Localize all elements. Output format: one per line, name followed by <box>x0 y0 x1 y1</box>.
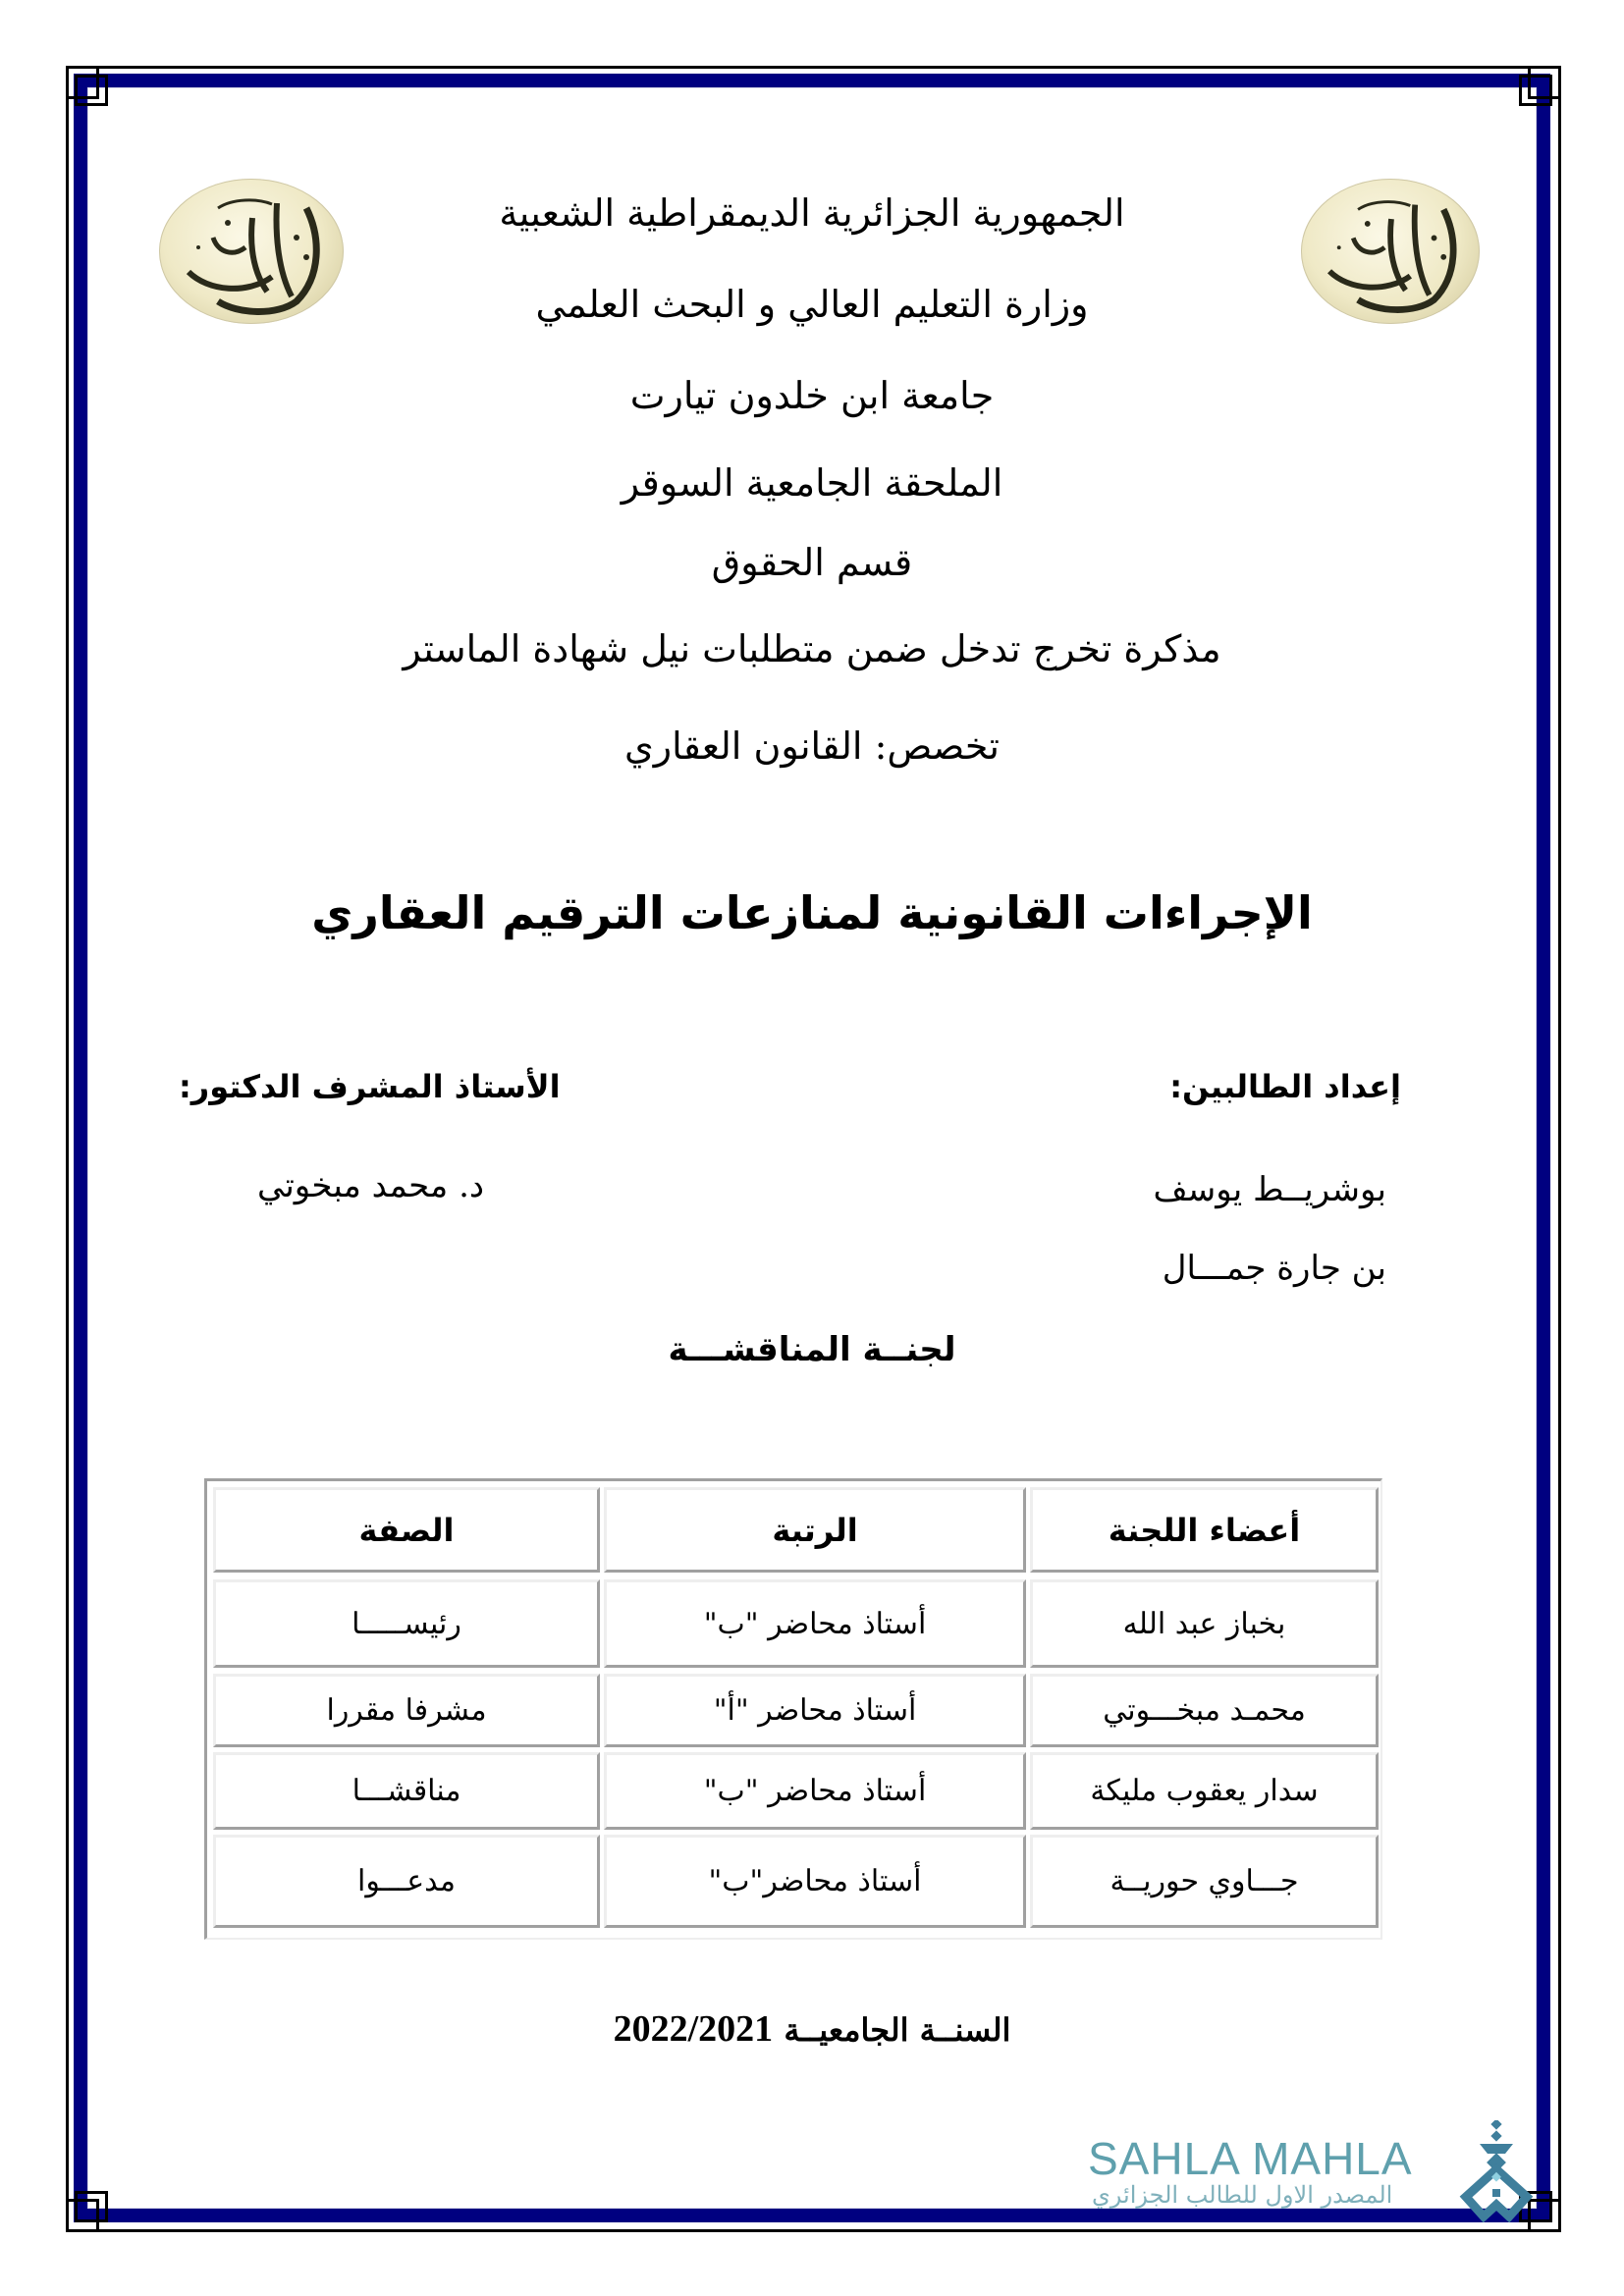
country-name: الجمهورية الجزائرية الديمقراطية الشعبية <box>499 191 1125 235</box>
table-cell-role: مشرفا مقررا <box>213 1674 600 1747</box>
table-cell-rank: أستاذ محاضر "ب" <box>604 1579 1026 1668</box>
specialty: تخصص: القانون العقاري <box>624 724 1000 768</box>
table-cell-member: محمـد مبخـــوتي <box>1030 1674 1379 1747</box>
table-cell-member: بخباز عبد الله <box>1030 1579 1379 1668</box>
academic-year-label: السنــة الجامعيــة <box>784 2011 1011 2049</box>
thesis-type: مذكرة تخرج تدخل ضمن متطلبات نيل شهادة الماستر <box>403 627 1221 670</box>
watermark-brand: SAHLA MAHLA <box>1088 2133 1413 2184</box>
academic-year <box>0 2007 1624 2051</box>
column-header-members: أعضاء اللجنة <box>1030 1487 1379 1573</box>
column-header-rank: الرتبة <box>604 1487 1026 1573</box>
table-cell-role: رئيســـــا <box>213 1579 600 1668</box>
student-name-1: بوشريــط يوسف <box>1153 1170 1386 1209</box>
committee-table <box>204 1478 1382 1940</box>
ministry-name: وزارة التعليم العالي و البحث العلمي <box>535 283 1089 326</box>
table-cell-role: مدعـــوا <box>213 1835 600 1928</box>
committee-title: لجنــة المناقشـــة <box>668 1330 956 1369</box>
annex-name: الملحقة الجامعية السوقر <box>621 461 1003 505</box>
students-label: إعداد الطالبين: <box>1169 1068 1401 1105</box>
academic-year-value: 2022/2021 <box>613 2008 774 2050</box>
table-cell-rank: أستاذ محاضر "ب" <box>604 1752 1026 1830</box>
sahla-mahla-logo-icon <box>1458 2120 1537 2223</box>
watermark-tagline: المصدر الاول للطالب الجزائري <box>1092 2181 1393 2209</box>
table-cell-member: سدار يعقوب مليكة <box>1030 1752 1379 1830</box>
column-header-role: الصفة <box>213 1487 600 1573</box>
corner-ornament-top-left-2 <box>75 75 108 106</box>
table-cell-rank: أستاذ محاضر"ب" <box>604 1835 1026 1928</box>
thesis-title: الإجراءات القانونية لمنازعات الترقيم العقاري <box>311 886 1313 939</box>
supervisor-name: د. محمد مبخوتي <box>257 1166 485 1205</box>
table-cell-role: مناقشـــا <box>213 1752 600 1830</box>
table-cell-rank: أستاذ محاضر "أ" <box>604 1674 1026 1747</box>
table-cell-member: جـــاوي حوريــة <box>1030 1835 1379 1928</box>
student-name-2: بن جارة جمـــال <box>1162 1249 1386 1288</box>
corner-ornament-bottom-left-2 <box>75 2191 108 2222</box>
supervisor-label: الأستاذ المشرف الدكتور: <box>179 1068 561 1105</box>
department-name: قسم الحقوق <box>711 541 913 584</box>
corner-ornament-top-right-2 <box>1519 75 1552 106</box>
university-name: جامعة ابن خلدون تيارت <box>629 374 995 417</box>
